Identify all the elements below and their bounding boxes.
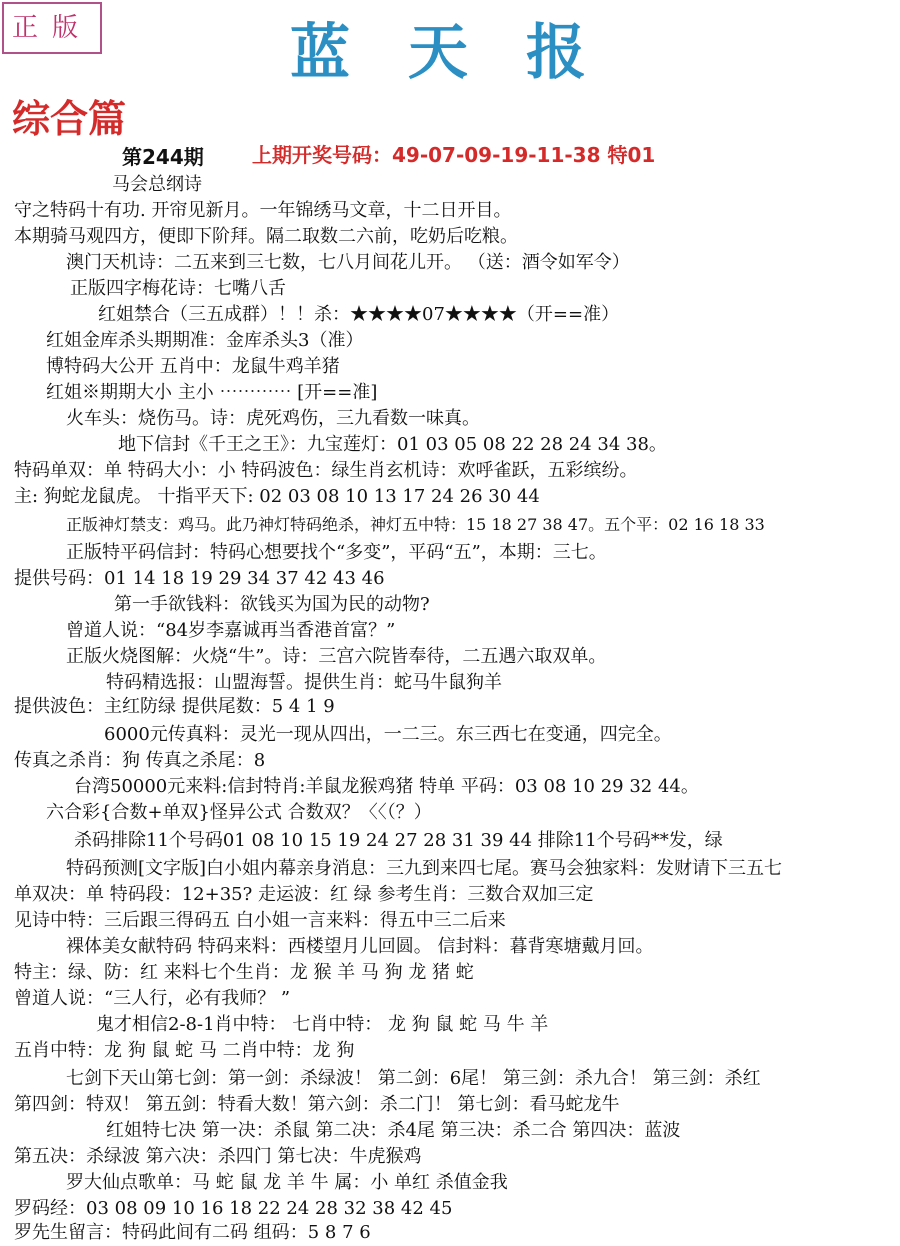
text-line: 裸体美女献特码 特码来料：西楼望月儿回圆。 信封料：暮背寒塘戴月回。	[66, 936, 654, 957]
genuine-badge: 正版	[2, 2, 102, 54]
text-line: 曾道人说：“84岁李嘉诚再当香港首富？”	[66, 620, 396, 641]
text-line: 台湾50000元来料:信封特肖:羊鼠龙猴鸡猪 特单 平码：03 08 10 29 32 44。	[74, 776, 699, 797]
text-line: 本期骑马观四方，便即下阶拜。隔二取数二六前，吃奶后吃粮。	[14, 226, 518, 247]
text-line: 特码单双：单 特码大小：小 特码波色：绿生肖玄机诗：欢呼雀跃，五彩缤纷。	[14, 460, 638, 481]
text-line: 马会总纲诗	[112, 174, 202, 195]
text-line: 正版特平码信封：特码心想要找个“多变”，平码“五”，本期：三七。	[66, 542, 607, 563]
text-line: 五肖中特：龙 狗 鼠 蛇 马 二肖中特：龙 狗	[14, 1040, 355, 1061]
text-line: 红姐金库杀头期期准：金库杀头3（准）	[46, 330, 364, 351]
text-line: 第五决：杀绿波 第六决：杀四门 第七决：牛虎猴鸡	[14, 1146, 422, 1167]
last-draw-numbers: 上期开奖号码：49-07-09-19-11-38 特01	[252, 143, 656, 167]
text-line: 罗码经：03 08 09 10 16 18 22 24 28 32 38 42 45	[14, 1198, 453, 1219]
text-line: 传真之杀肖：狗 传真之杀尾：8	[14, 750, 266, 771]
text-line: 单双决：单 特码段：12+35? 走运波：红 绿 参考生肖：三数合双加三定	[14, 884, 594, 905]
text-line: 六合彩{合数+单双}怪异公式 合数双？〈〈（？）	[46, 802, 432, 823]
text-line: 守之特码十有功. 开帘见新月。一年锦绣马文章，十二日开目。	[14, 200, 512, 221]
text-line: 曾道人说：“三人行，必有我师？ ”	[14, 988, 291, 1009]
text-line: 地下信封《千王之王》：九宝莲灯：01 03 05 08 22 28 24 34 38。	[118, 434, 667, 455]
text-line: 博特码大公开 五肖中：龙鼠牛鸡羊猪	[46, 356, 340, 377]
text-line: 鬼才相信2-8-1肖中特： 七肖中特： 龙 狗 鼠 蛇 马 牛 羊	[96, 1014, 549, 1035]
text-line: 杀码排除11个号码01 08 10 15 19 24 27 28 31 39 44 排除11个号码**发，绿	[74, 830, 723, 851]
text-line: 罗先生留言：特码此间有二码 组码：5 8 7 6	[14, 1222, 371, 1243]
text-line: 第一手欲钱料：欲钱买为国为民的动物?	[114, 594, 430, 615]
text-line: 特主：绿、防：红 来料七个生肖：龙 猴 羊 马 狗 龙 猪 蛇	[14, 962, 474, 983]
text-line: 见诗中特：三后跟三得码五 白小姐一言来料：得五中三二后来	[14, 910, 506, 931]
text-line: 正版神灯禁支：鸡马。此乃神灯特码绝杀，神灯五中特：15 18 27 38 47。五个平：02 16 18 33	[66, 515, 765, 534]
text-line: 正版火烧图解：火烧“牛”。诗：三宫六院皆奉待，二五遇六取双单。	[66, 646, 607, 667]
text-line: 主: 狗蛇龙鼠虎。 十指平天下: 02 03 08 10 13 17 24 26 30 44	[14, 486, 540, 507]
text-line: 第四剑：特双！ 第五剑：特看大数！第六剑：杀二门！ 第七剑：看马蛇龙牛	[14, 1094, 620, 1115]
text-line: 红姐※期期大小 主小 ⋯⋯⋯⋯ [开==准]	[46, 382, 378, 403]
section-title: 综合篇	[12, 96, 127, 141]
text-line: 提供号码：01 14 18 19 29 34 37 42 43 46	[14, 568, 385, 589]
text-line: 红姐特七决 第一决：杀鼠 第二决：杀4尾 第三决：杀二合 第四决：蓝波	[106, 1120, 681, 1141]
text-line: 罗大仙点歌单：马 蛇 鼠 龙 羊 牛 属：小 单红 杀值金我	[66, 1172, 508, 1193]
text-line: 七剑下天山第七剑：第一剑：杀绿波！ 第二剑：6尾！ 第三剑：杀九合！ 第三剑：杀红	[66, 1068, 761, 1089]
text-line: 红姐禁合（三五成群）！！杀：★★★★07★★★★（开==准）	[98, 304, 620, 325]
text-line: 火车头：烧伤马。诗：虎死鸡伤，三九看数一味真。	[66, 408, 480, 429]
page-title: 蓝天报	[290, 18, 644, 88]
text-line: 特码预测[文字版]白小姐内幕亲身消息：三九到来四七尾。赛马会独家料：发财请下三五七	[66, 858, 783, 879]
text-line: 澳门天机诗：二五来到三七数，七八月间花儿开。 （送：酒令如军令）	[66, 252, 630, 273]
text-line: 6000元传真料：灵光一现从四出，一二三。东三西七在变通，四完全。	[104, 724, 672, 745]
issue-number: 第244期	[122, 145, 204, 169]
text-line: 正版四字梅花诗：七嘴八舌	[70, 278, 286, 299]
text-line: 提供波色：主红防绿 提供尾数：5 4 1 9	[14, 696, 335, 717]
text-line: 特码精选报：山盟海誓。提供生肖：蛇马牛鼠狗羊	[106, 672, 502, 693]
